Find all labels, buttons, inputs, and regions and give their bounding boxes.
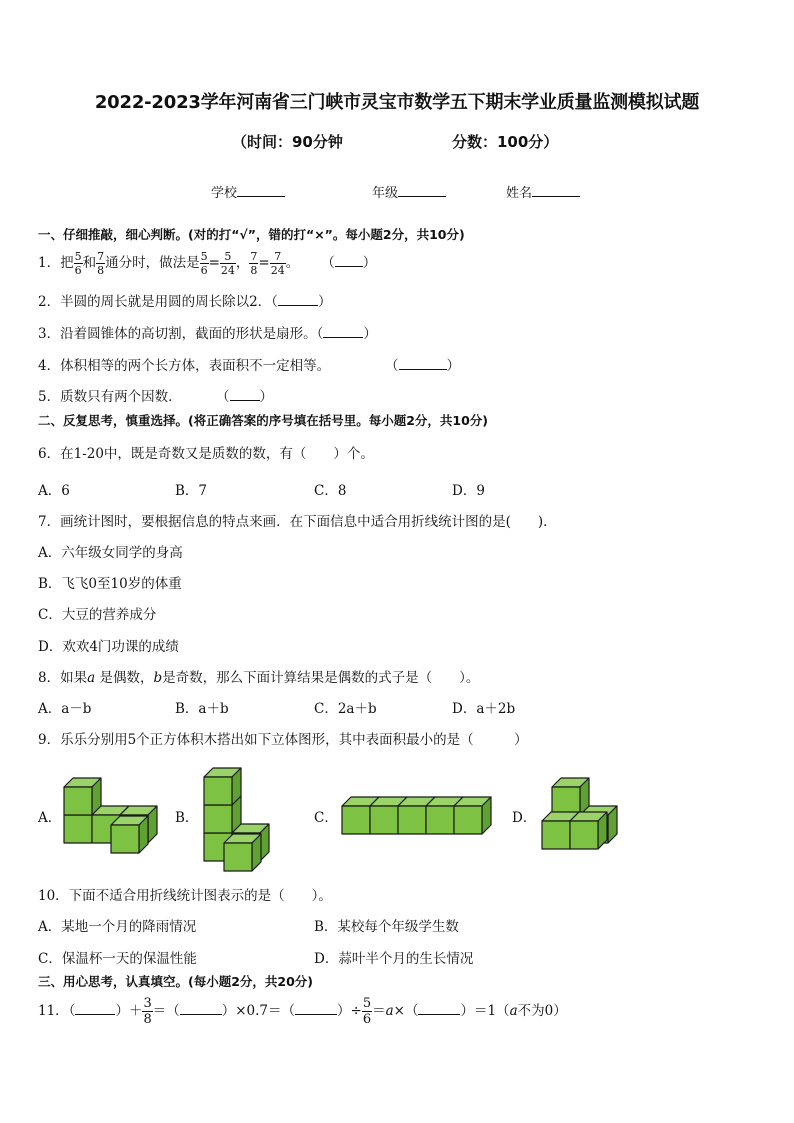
cube-figure-b bbox=[196, 755, 286, 875]
cube bbox=[570, 812, 607, 849]
q7-option-c[interactable]: C．大豆的营养成分 bbox=[38, 607, 157, 623]
grade-label: 年级 bbox=[372, 186, 399, 201]
q9-option-d[interactable]: D． bbox=[512, 810, 537, 826]
cube bbox=[552, 778, 589, 815]
paren: ） bbox=[363, 326, 377, 342]
q11-var-a: a bbox=[509, 1003, 518, 1019]
cube-figure-a bbox=[56, 770, 166, 860]
fraction: $\frac{7}{24}$ bbox=[270, 250, 285, 277]
q11-part: ）×0.7＝（ bbox=[221, 1003, 295, 1019]
grade-blank[interactable] bbox=[398, 183, 446, 197]
q10-option-a[interactable]: A．某地一个月的降雨情况 bbox=[38, 919, 197, 935]
q8-option-a[interactable]: A．a－b bbox=[38, 701, 92, 717]
question-5 bbox=[38, 385, 182, 405]
q5-text: 5．质数只有两个因数． bbox=[38, 389, 182, 405]
q8-mid1: 是偶数， bbox=[99, 670, 154, 686]
question-1 bbox=[38, 250, 376, 276]
fraction: $\frac{5}{6}$ bbox=[74, 250, 82, 277]
q3-text: 3．沿着圆锥体的高切割，截面的形状是扇形。（ bbox=[38, 326, 324, 342]
q7-option-d[interactable]: D．欢欢4门功课的成绩 bbox=[38, 639, 179, 655]
cube bbox=[111, 816, 148, 853]
question-10: 10．下面不适合用折线统计图表示的是（ ）。 bbox=[38, 888, 332, 904]
q8-option-d[interactable]: D．a＋2b bbox=[452, 701, 516, 717]
q8-var-b: b bbox=[153, 670, 163, 686]
question-4-answer bbox=[385, 354, 460, 374]
answer-blank[interactable] bbox=[295, 1002, 337, 1015]
school-label: 学校 bbox=[211, 186, 238, 201]
q10-option-c[interactable]: C．保温杯一天的保温性能 bbox=[38, 951, 197, 967]
cube bbox=[454, 797, 491, 834]
q1-end: 。 bbox=[285, 255, 300, 271]
cube-figure-c bbox=[336, 788, 506, 840]
time-label: （时间：90分钟 bbox=[232, 133, 343, 151]
q8-var-a: a bbox=[87, 670, 96, 686]
q6-option-b[interactable]: B．7 bbox=[175, 483, 208, 499]
q2-text: 2．半圆的周长就是用圆的周长除以2．（ bbox=[38, 294, 278, 310]
paren: （ bbox=[216, 389, 230, 405]
q1-prefix: 1．把 bbox=[38, 255, 74, 271]
q11-part: ＝ bbox=[372, 1003, 386, 1019]
cube bbox=[224, 834, 261, 871]
q11-part: ）÷ bbox=[337, 1003, 362, 1019]
fraction: $\frac{5}{24}$ bbox=[220, 250, 235, 277]
fraction: $\frac{7}{8}$ bbox=[97, 250, 105, 277]
cube bbox=[204, 768, 241, 805]
answer-blank[interactable] bbox=[180, 1002, 222, 1015]
answer-blank[interactable] bbox=[75, 1002, 115, 1015]
name-blank[interactable] bbox=[532, 183, 580, 197]
question-2 bbox=[38, 290, 331, 310]
q6-option-d[interactable]: D．9 bbox=[452, 483, 485, 499]
q8-mid2: 是奇数，那么下面计算结果是偶数的式子是（ ）。 bbox=[162, 670, 480, 686]
cube-figure-d bbox=[536, 770, 626, 858]
q11-part: 不为0） bbox=[517, 1003, 567, 1019]
answer-blank[interactable] bbox=[399, 357, 447, 370]
q11-part: ）＝1（ bbox=[460, 1003, 510, 1019]
paren: ） bbox=[362, 255, 377, 271]
q11-part: ＝（ bbox=[152, 1003, 180, 1019]
grade-field bbox=[372, 182, 446, 201]
question-4 bbox=[38, 354, 330, 374]
q10-option-b[interactable]: B．某校每个年级学生数 bbox=[314, 919, 459, 935]
paren: ） bbox=[317, 294, 332, 310]
name-field bbox=[506, 182, 580, 201]
q8-prefix: 8．如果 bbox=[38, 670, 88, 686]
score-label: 分数：100分） bbox=[452, 133, 559, 151]
q8-option-b[interactable]: B．a＋b bbox=[175, 701, 229, 717]
q9-option-a[interactable]: A． bbox=[38, 810, 62, 826]
paren: （ bbox=[321, 255, 335, 271]
q10-option-d[interactable]: D．蒜叶半个月的生长情况 bbox=[314, 951, 474, 967]
fraction: $\frac{5}{6}$ bbox=[362, 996, 372, 1027]
q11-var-a: a bbox=[385, 1003, 394, 1019]
page-title: 2022-2023学年河南省三门峡市灵宝市数学五下期末学业质量监测模拟试题 bbox=[94, 92, 700, 113]
answer-blank[interactable] bbox=[335, 254, 363, 267]
q9-option-c[interactable]: C． bbox=[314, 810, 338, 826]
question-9: 9．乐乐分别用5个正方体积木搭出如下立体图形，其中表面积最小的是（ ） bbox=[38, 732, 528, 748]
q9-option-b[interactable]: B． bbox=[175, 810, 199, 826]
answer-blank[interactable] bbox=[230, 388, 260, 401]
answer-blank[interactable] bbox=[323, 325, 363, 338]
cube bbox=[64, 778, 101, 815]
question-6: 6．在1-20中，既是奇数又是质数的数，有（ ）个。 bbox=[38, 446, 374, 462]
paren: ） bbox=[446, 358, 460, 374]
question-8 bbox=[38, 666, 479, 686]
q1-equals: = bbox=[208, 255, 220, 271]
q11-part: ×（ bbox=[393, 1003, 419, 1019]
q6-option-c[interactable]: C．8 bbox=[314, 483, 347, 499]
q11-part: ）＋ bbox=[115, 1003, 143, 1019]
section-3-heading: 三、用心思考，认真填空。(每小题2分，共20分) bbox=[38, 974, 314, 989]
school-field bbox=[211, 182, 285, 201]
name-label: 姓名 bbox=[506, 186, 533, 201]
fraction: $\frac{5}{6}$ bbox=[200, 250, 208, 277]
answer-blank[interactable] bbox=[418, 1002, 460, 1015]
question-5-answer bbox=[216, 385, 273, 405]
fraction: $\frac{7}{8}$ bbox=[250, 250, 258, 277]
question-11 bbox=[38, 996, 567, 1026]
fraction: $\frac{3}{8}$ bbox=[143, 996, 152, 1027]
section-1-heading: 一、仔细推敲，细心判断。(对的打“√”，错的打“×”。每小题2分，共10分) bbox=[38, 227, 465, 242]
q1-middle: 通分时，做法是 bbox=[105, 255, 200, 271]
q1-equals: = bbox=[258, 255, 270, 271]
paren: ） bbox=[259, 389, 273, 405]
q7-option-a[interactable]: A．六年级女同学的身高 bbox=[38, 545, 183, 561]
paren: （ bbox=[385, 358, 399, 374]
q11-prefix: 11．（ bbox=[38, 1003, 76, 1019]
q1-and: 和 bbox=[82, 255, 97, 271]
q4-text: 4．体积相等的两个长方体，表面积不一定相等。 bbox=[38, 358, 331, 374]
q1-comma: ， bbox=[235, 255, 250, 271]
q6-option-a[interactable]: A．6 bbox=[38, 483, 70, 499]
section-2-heading: 二、反复思考，慎重选择。(将正确答案的序号填在括号里。每小题2分，共10分) bbox=[38, 413, 489, 428]
q7-option-b[interactable]: B．飞飞0至10岁的体重 bbox=[38, 576, 182, 592]
question-3 bbox=[38, 322, 377, 342]
school-blank[interactable] bbox=[237, 183, 285, 197]
q8-option-c[interactable]: C．2a＋b bbox=[314, 701, 377, 717]
question-7: 7．画统计图时，要根据信息的特点来画．在下面信息中适合用折线统计图的是( )． bbox=[38, 514, 557, 530]
answer-blank[interactable] bbox=[278, 293, 318, 306]
